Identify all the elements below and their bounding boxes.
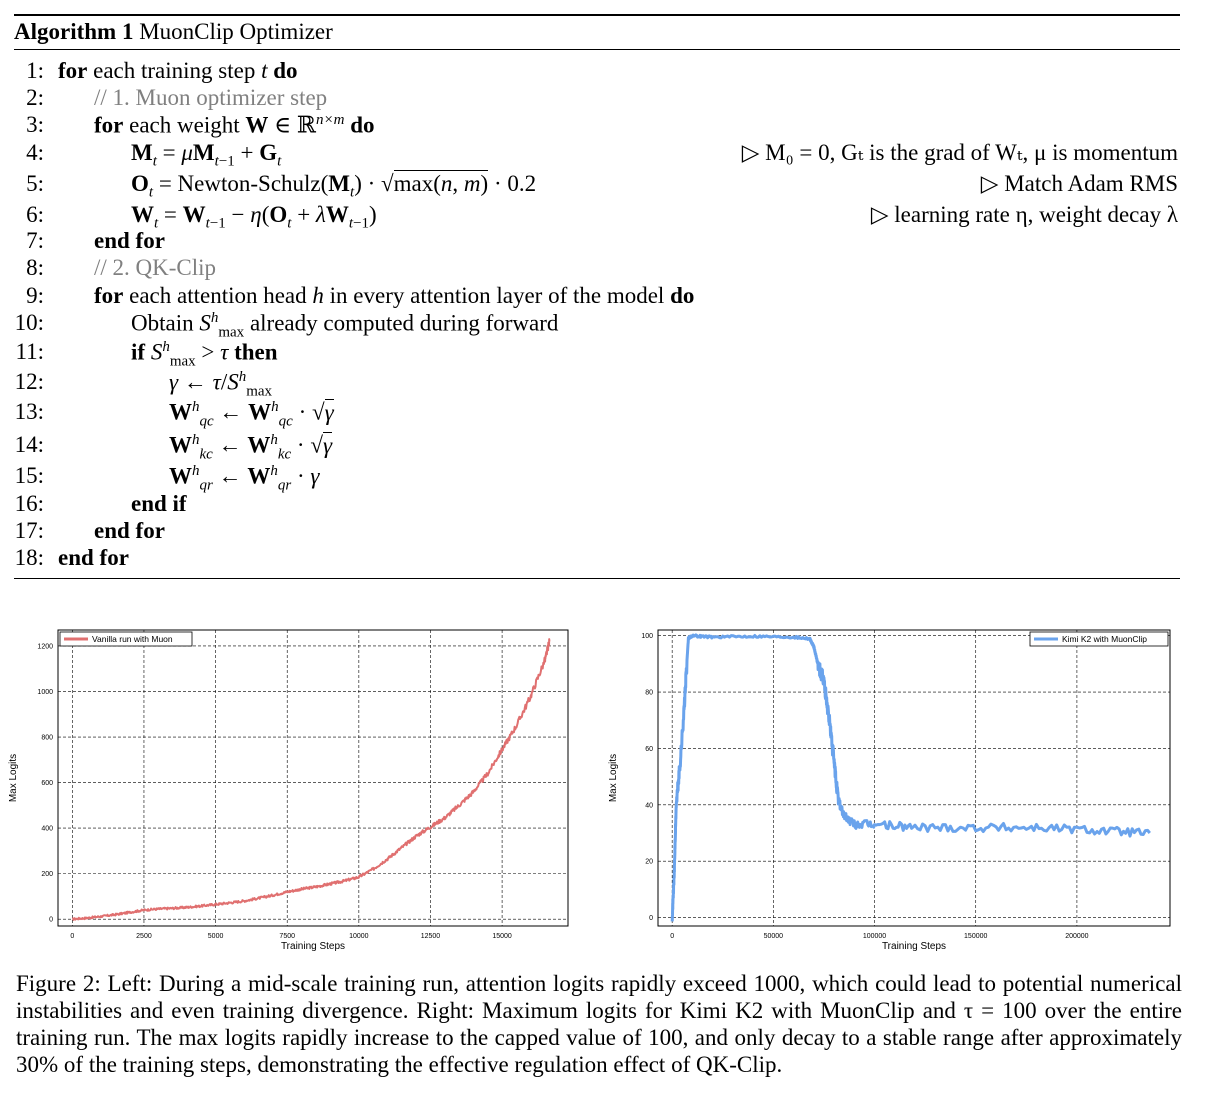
right-chart [608, 626, 1182, 956]
line-number: 15: [14, 463, 44, 488]
legend-label: Kimi K2 with MuonClip [1062, 634, 1148, 644]
y-tick-label: 80 [645, 689, 653, 697]
right-chart-svg [608, 626, 1182, 956]
line-number: 4: [26, 140, 44, 165]
figure-caption: Figure 2: Left: During a mid-scale training run, attention logits rapidly exceed 1000, which could lead to potential numerical instabilities and even training divergence. Right: Maximum logits for Kimi K2 with MuonClip and τ = 100 over the entire training run. The max logits rapidly increase to the capped value of 100, and only decay to a stable range after approximately 30% of the training steps, demonstrating the effective regulation effect of QK-Clip. [16, 971, 1182, 1077]
y-tick-label: 100 [641, 633, 653, 641]
y-tick-label: 0 [49, 916, 53, 924]
bottom-rule [14, 578, 1180, 579]
x-tick-label: 5000 [207, 933, 224, 940]
x-tick-label: 10000 [349, 933, 369, 940]
line-number: 1: [26, 58, 44, 83]
line-number: 6: [26, 202, 44, 227]
y-tick-label: 0 [649, 915, 653, 923]
line-number: 9: [26, 283, 44, 308]
x-tick-label: 15000 [492, 933, 512, 940]
y-tick-label: 1000 [37, 688, 53, 696]
algorithm-name: MuonClip Optimizer [139, 19, 333, 44]
x-tick-label: 150000 [964, 933, 988, 940]
y-axis-label: Max Logits [608, 753, 619, 803]
y-tick-label: 20 [645, 858, 653, 866]
line-number: 18: [14, 545, 44, 570]
x-tick-label: 7500 [279, 933, 296, 940]
line-number: 5: [26, 171, 44, 196]
y-tick-label: 40 [645, 802, 653, 810]
y-tick-label: 1200 [37, 643, 53, 651]
y-tick-label: 400 [41, 825, 53, 833]
line-number: 11: [15, 339, 44, 364]
legend-label: Vanilla run with Muon [92, 634, 173, 644]
y-tick-label: 800 [41, 734, 53, 742]
line-number: 7: [26, 228, 44, 253]
line-number: 10: [14, 310, 44, 335]
line-number: 13: [14, 399, 44, 424]
left-chart-svg [8, 626, 574, 956]
left-chart [8, 626, 574, 956]
line-number: 2: [26, 85, 44, 110]
line-number: 12: [14, 369, 44, 394]
x-axis-label: Training Steps [280, 941, 346, 952]
line-number: 16: [14, 491, 44, 516]
algorithm-label: Algorithm 1 [14, 19, 134, 44]
x-tick-label: 200000 [1065, 933, 1089, 940]
y-tick-label: 60 [645, 745, 653, 753]
x-axis-label: Training Steps [881, 941, 947, 952]
line-number: 8: [26, 255, 44, 280]
x-tick-label: 100000 [862, 933, 887, 940]
line-number: 3: [26, 112, 44, 137]
y-axis-label: Max Logits [8, 753, 19, 803]
algorithm-block [14, 14, 1180, 579]
y-tick-label: 600 [41, 780, 53, 788]
x-tick-label: 12500 [420, 933, 441, 940]
x-tick-label: 0 [670, 933, 675, 940]
algorithm-body: for each training step t do // 1. Muon optimizer step for each weight W ∈ ℝ$^{n\times m}$ do $M_t = \mu M_{t-1} + G_t$ ▷ M₀ = 0, Gₜ is the grad of Wₜ, μ is momentum $O_t$ = Newton-$Schulz(M_t) \cdot √\max(n$, m) · 0.2 ▷ Match Adam RMS $W_t = W_{t-1} - \eta(O_t + \lambda W_{t-1})$ ▷ learning rate η, weight decay λ end for // 2. QK-Clip for each attention head h in every attention layer of the model do Obtain $S^h_{max}$ already computed during forward if $S^h_{max} > \tau$ then γ ← $\tau/S^h_{max}$ $W^h_{qc}$ ← $W^h_{qc} \cdot √\gamma$ $W^h_{kc}$ ← $W^h_{kc} \cdot √\gamma$ $W^h_{qr}$ ← $W^h_{qr} \cdot \gamma$ end if end for end for 1: 2: 3: 4: 5: 6: 7: 8: 9: 10: 11: 12: 13: 14: 15: 16: 17: 18: [14, 58, 1178, 570]
plot-frame [58, 630, 568, 926]
algorithm-title [14, 16, 1180, 49]
line-number: 14: [14, 432, 44, 457]
line-number: 17: [14, 518, 44, 543]
x-tick-label: 2500 [136, 933, 152, 940]
line-6-comment: ▷ learning rate η, weight decay λ [870, 202, 1178, 227]
line-5-comment: ▷ Match Adam RMS [980, 171, 1178, 196]
x-tick-label: 0 [70, 933, 75, 940]
line-4-comment: ▷ M₀ = 0, Gₜ is the grad of Wₜ, μ is momentum [741, 140, 1178, 165]
plot-frame [658, 630, 1170, 926]
y-tick-label: 200 [41, 871, 53, 879]
x-tick-label: 50000 [763, 933, 784, 940]
